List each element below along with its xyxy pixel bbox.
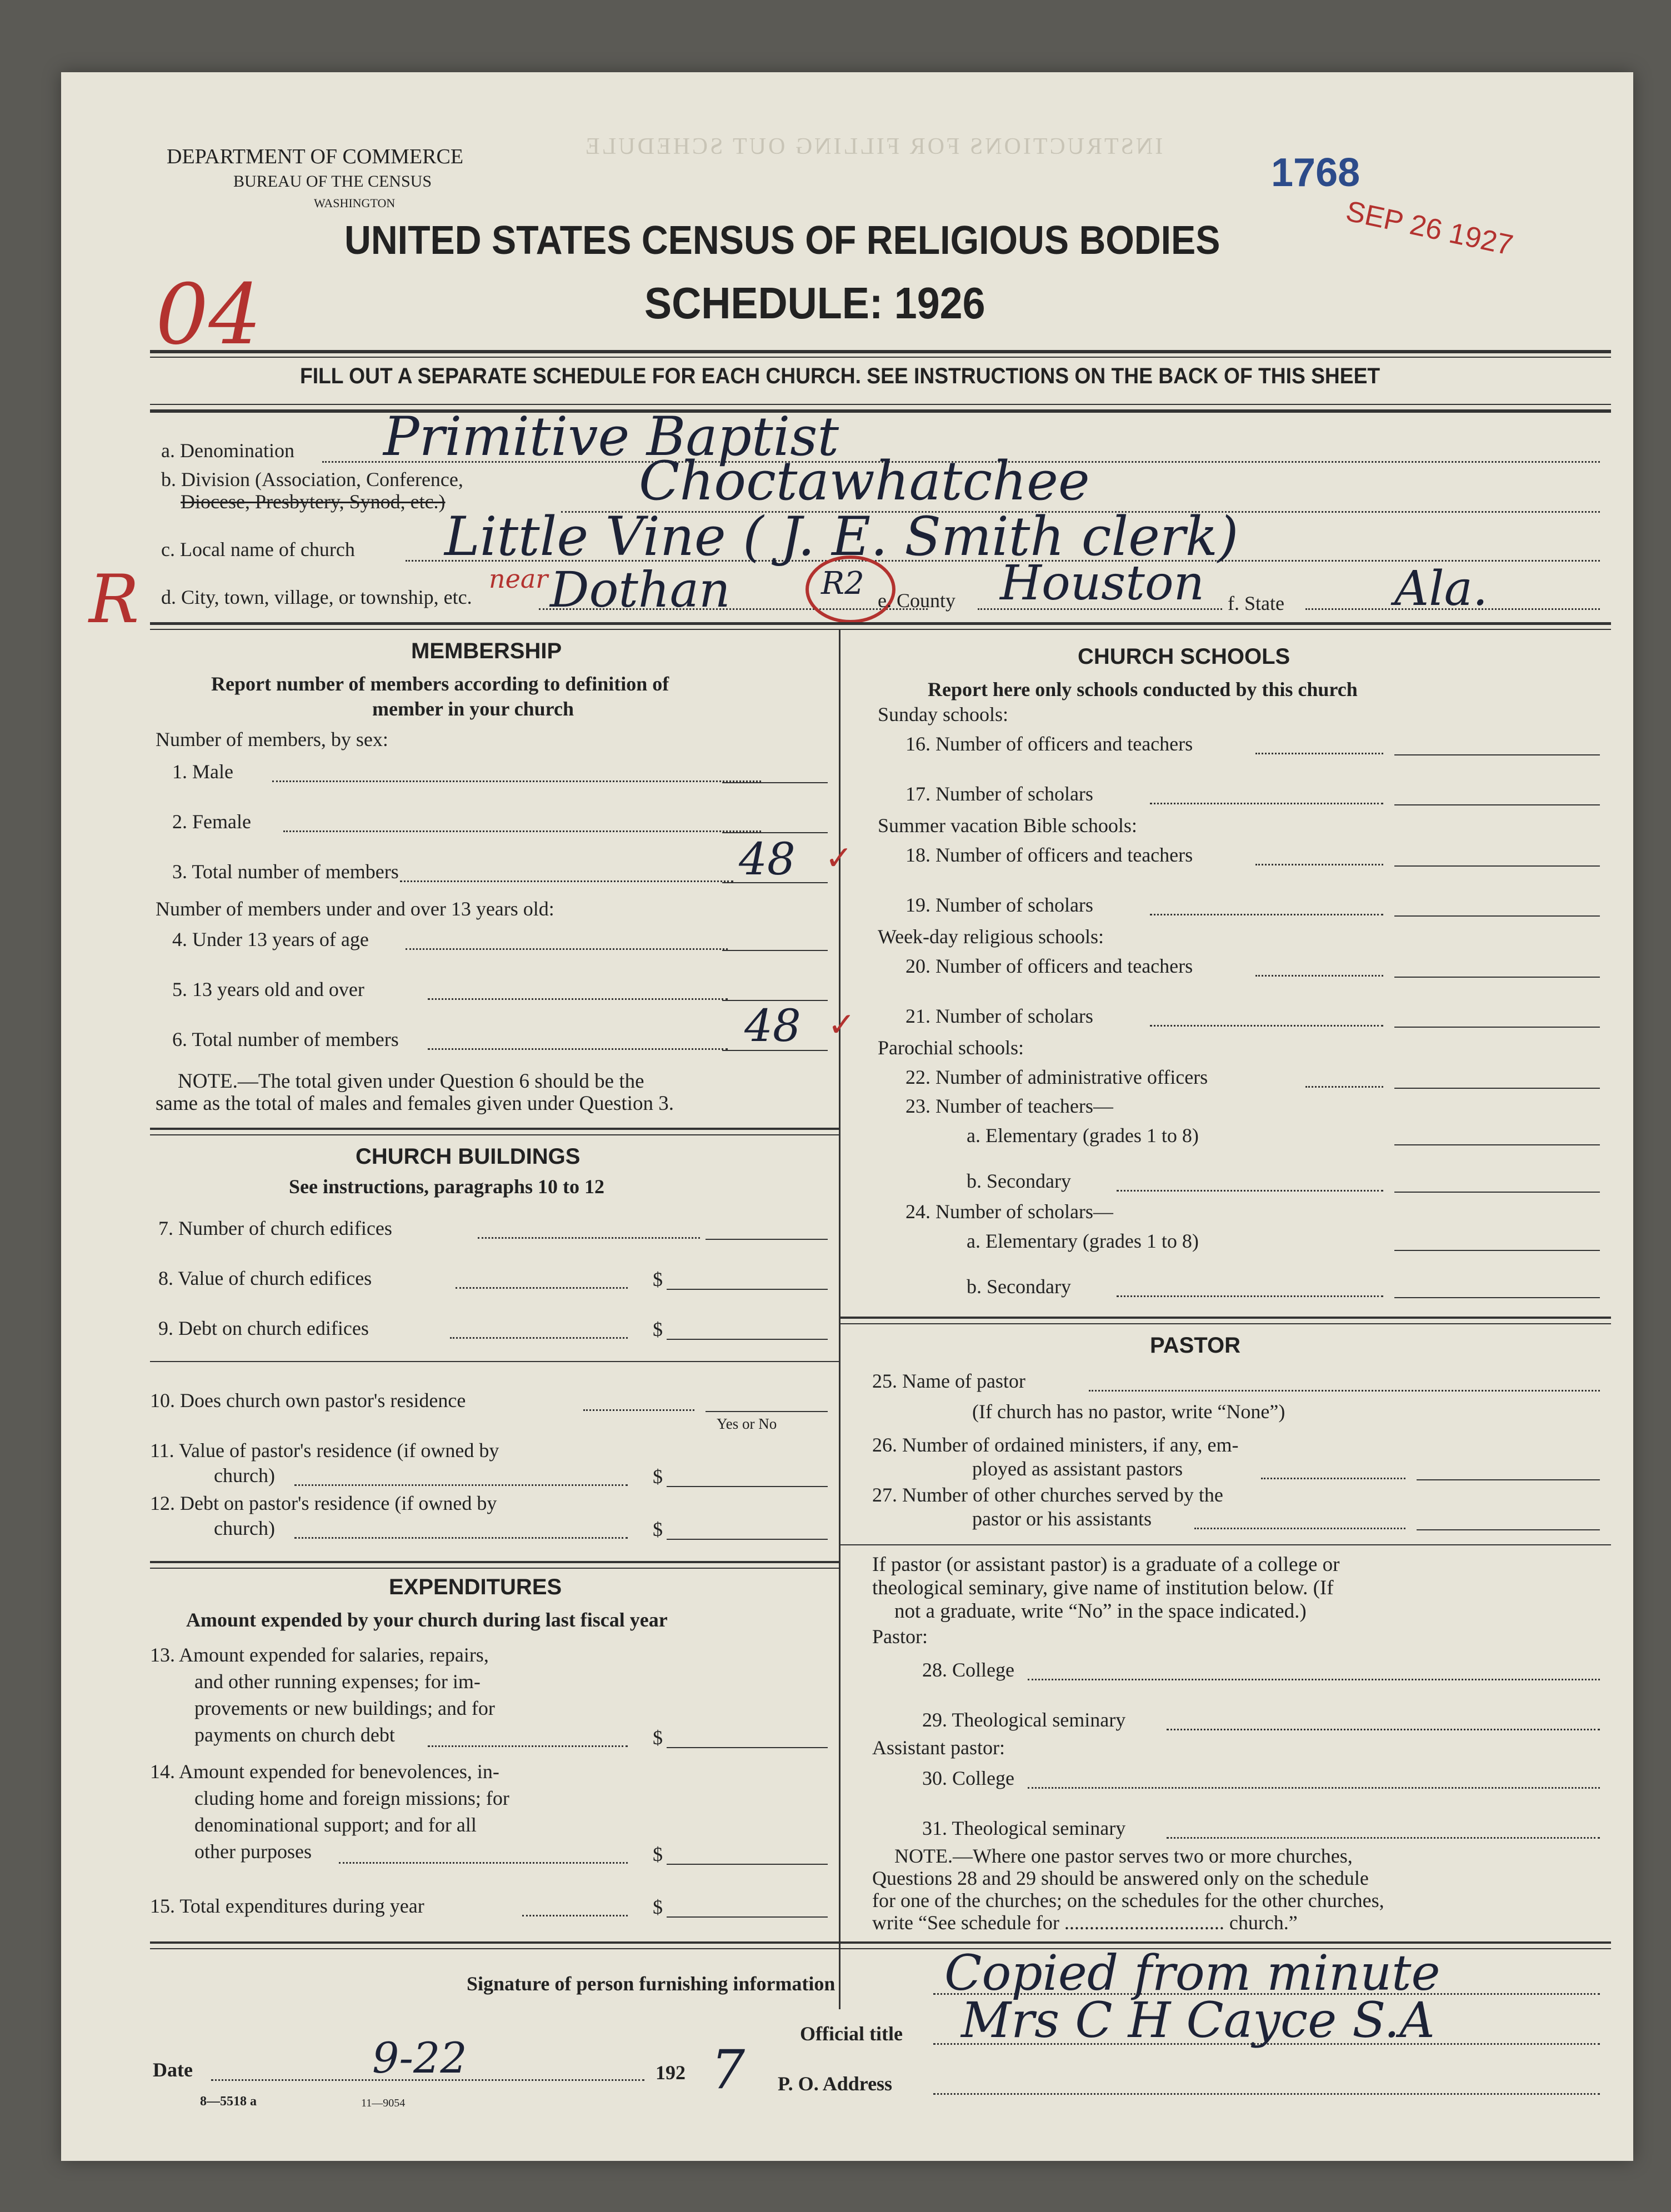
red-code-04: 04 [156,267,262,363]
pastor-note-1: NOTE.—Where one pastor serves two or more churches, [894,1845,1353,1867]
city-label: WASHINGTON [314,196,396,210]
q26-2: ployed as assistant pastors [972,1458,1183,1480]
q13-running-expenses [150,1642,495,1748]
q6-total: 6. Total number of members [172,1028,399,1050]
q4-under13: 4. Under 13 years of age [172,928,369,950]
q13-line-3: provements or new buildings; and for [194,1697,495,1719]
q8-answer-line[interactable] [667,1289,828,1290]
q3-dots [400,880,733,882]
q24b-dots [1117,1295,1383,1297]
rule-banner-thick [150,409,1611,413]
q26-dots [1261,1478,1405,1479]
expenditures-title: EXPENDITURES [389,1575,562,1599]
q13-dollar: $ [653,1726,663,1749]
q30: 30. College [922,1767,1014,1789]
print-number: 11—9054 [361,2097,406,2109]
q15-answer-line[interactable] [667,1916,828,1918]
bureau-label: BUREAU OF THE CENSUS [233,172,432,191]
q25-note: (If church has no pastor, write “None”) [972,1400,1285,1423]
pastor-sub-label: Pastor: [872,1625,928,1648]
graduate-note-1: If pastor (or assistant pastor) is a graduate of a college or [872,1553,1340,1576]
q17-dots [1150,803,1383,804]
column-divider [839,629,840,2009]
membership-note1: NOTE.—The total given under Question 6 should be the [178,1070,644,1093]
q24b-answer-line[interactable] [1394,1297,1600,1298]
assistant-sub-label: Assistant pastor: [872,1736,1005,1759]
q8-dots [456,1287,628,1289]
sunday-schools: Sunday schools: [878,703,1009,725]
membership-sub1: Report number of members according to definition of [211,673,669,695]
q22-dots [1305,1086,1383,1088]
rule-buildings-thin [150,1568,839,1569]
q20: 20. Number of officers and teachers [905,955,1193,977]
parochial-schools: Parochial schools: [878,1037,1024,1059]
graduate-note-2: theological seminary, give name of institution below. (If [872,1577,1334,1599]
division-value[interactable]: Choctawhatchee [639,450,1090,512]
q3-total: 3. Total number of members [172,860,399,883]
q19-answer-line[interactable] [1394,915,1600,917]
church-name-value[interactable]: Little Vine ( J. E. Smith clerk) [444,506,1239,568]
q12-residence-debt: 12. Debt on pastor's residence (if owned by [150,1492,497,1514]
q7-dots [478,1237,700,1239]
division-label: b. Division (Association, Conference, [161,468,463,491]
q4-answer-line[interactable] [722,950,828,951]
date-label: Date [153,2059,193,2081]
q17-answer-line[interactable] [1394,804,1600,805]
signature-label: Signature of person furnishing information [467,1973,836,1995]
q25: 25. Name of pastor [872,1370,1025,1392]
form-title: UNITED STATES CENSUS OF RELIGIOUS BODIES [344,218,1220,263]
q29-line[interactable] [1167,1729,1600,1730]
rule-top [150,350,1611,353]
q27: 27. Number of other churches served by the [872,1484,1223,1506]
year-value[interactable]: 7 [711,2039,746,2101]
q28: 28. College [922,1659,1014,1681]
q24a: a. Elementary (grades 1 to 8) [967,1230,1199,1252]
city-field-label: d. City, town, village, or township, etc. [161,586,472,608]
membership-note2: same as the total of males and females given under Question 3. [156,1092,674,1115]
q11-answer-line[interactable] [667,1486,828,1487]
q21-dots [1150,1025,1383,1027]
q3-value[interactable]: 48 [739,833,796,885]
q23b-dots [1117,1190,1383,1192]
denomination-value[interactable]: Primitive Baptist [383,406,839,468]
q20-dots [1255,975,1383,977]
rule-schools [839,1317,1611,1319]
q27-2: pastor or his assistants [972,1508,1152,1530]
q5-dots [428,998,728,1000]
church-name-label: c. Local name of church [161,538,355,560]
q15-dollar: $ [653,1896,663,1918]
q18-dots [1255,864,1383,865]
q13-line-4: payments on church debt [194,1724,395,1746]
q5-over13: 5. 13 years old and over [172,978,364,1000]
membership-title: MEMBERSHIP [411,639,562,663]
q10-owns-residence: 10. Does church own pastor's residence [150,1389,466,1412]
members-by-age: Number of members under and over 13 years old: [156,898,554,920]
q23b-answer-line[interactable] [1394,1192,1600,1193]
rule-banner [150,404,1611,405]
members-by-sex: Number of members, by sex: [156,728,388,750]
q27-dots [1194,1528,1405,1529]
q11-dollar: $ [653,1465,663,1488]
q1-answer-line[interactable] [722,782,828,783]
q9-debt-edifices: 9. Debt on church edifices [158,1317,369,1339]
schools-sub: Report here only schools conducted by this church [928,678,1358,700]
pastor-note-3: for one of the churches; on the schedules for the other churches, [872,1889,1384,1911]
q14-benevolences [150,1758,509,1865]
q10-answer-line[interactable] [706,1411,828,1412]
q6-dots [428,1048,728,1050]
q14-line-4: other purposes [194,1840,312,1863]
q9-answer-line[interactable] [667,1339,828,1340]
rule-pastor-mid [839,1544,1611,1545]
po-address-line[interactable] [933,2093,1600,2095]
division-label-2: Diocese, Presbytery, Synod, etc.) [181,491,446,513]
q21-answer-line[interactable] [1394,1027,1600,1028]
q15-total-expenditures: 15. Total expenditures during year [150,1895,424,1917]
rule-schools-thin [839,1323,1611,1324]
yes-no-hint: Yes or No [717,1415,777,1432]
q1-male: 1. Male [172,760,233,783]
instruction-banner: FILL OUT A SEPARATE SCHEDULE FOR EACH CHURCH. SEE INSTRUCTIONS ON THE BACK OF THIS SHEET [300,364,1380,388]
q13-line-2: and other running expenses; for im- [194,1670,481,1693]
q15-dots [522,1915,628,1916]
q18-answer-line[interactable] [1394,865,1600,867]
q23b: b. Secondary [967,1170,1071,1192]
department-label: DEPARTMENT OF COMMERCE [167,145,464,168]
q24: 24. Number of scholars— [905,1200,1113,1223]
q24a-answer-line[interactable] [1394,1250,1600,1251]
q2-female: 2. Female [172,810,251,833]
q12-dots [294,1537,628,1539]
q17: 17. Number of scholars [905,783,1093,805]
summer-schools: Summer vacation Bible schools: [878,814,1137,837]
q14-answer-line[interactable] [667,1864,828,1865]
state-value[interactable]: Ala. [1394,561,1488,617]
rule-top-thin [150,357,1611,358]
weekday-schools: Week-day religious schools: [878,925,1104,948]
q6-value[interactable]: 48 [744,1000,801,1052]
q11-residence-value: 11. Value of pastor's residence (if owned by [150,1439,499,1462]
received-date-stamp: SEP 26 1927 [1343,194,1516,262]
official-title-value[interactable]: Mrs C H Cayce S.A [961,1991,1435,2049]
q12-answer-line[interactable] [667,1539,828,1540]
q14-dollar: $ [653,1843,663,1865]
q18: 18. Number of officers and teachers [905,844,1193,866]
buildings-title: CHURCH BUILDINGS [356,1144,581,1169]
official-title-label: Official title [800,2023,903,2045]
expenditures-sub: Amount expended by your church during last fiscal year [186,1609,668,1631]
q19-dots [1150,914,1383,915]
q6-check-icon: ✓ [828,1007,856,1043]
q9-dollar: $ [653,1318,663,1340]
q23a: a. Elementary (grades 1 to 8) [967,1124,1199,1147]
pastor-note-2: Questions 28 and 29 should be answered only on the schedule [872,1867,1369,1889]
q8-dollar: $ [653,1268,663,1290]
county-label: e. County [878,589,955,612]
city-value[interactable]: Dothan [550,561,731,618]
state-label: f. State [1228,592,1284,614]
po-address-label: P. O. Address [778,2073,893,2095]
q23: 23. Number of teachers— [905,1095,1113,1117]
schedule-title: SCHEDULE: 1926 [644,278,985,328]
q26-answer-line[interactable] [1417,1479,1600,1480]
city-near-annotation: near [489,564,548,594]
q28-line[interactable] [1028,1679,1600,1680]
q31-line[interactable] [1167,1837,1600,1839]
q16: 16. Number of officers and teachers [905,733,1193,755]
q14-line-3: denominational support; and for all [194,1814,477,1836]
q9-dots [450,1337,628,1339]
q16-dots [1255,753,1383,754]
rule-identity [150,622,1611,625]
census-form-sheet [61,72,1633,2161]
rule-membership [150,1128,839,1130]
rule-bottom [150,1941,1611,1944]
q3-check-icon: ✓ [825,840,853,877]
rule-membership-thin [150,1134,839,1135]
q2-dots [283,830,761,832]
q23a-answer-line[interactable] [1394,1144,1600,1145]
stamp-number: 1768 [1271,151,1360,195]
q4-dots [406,948,728,950]
reverse-side-bleed: INSTRUCTIONS FOR FILLING OUT SCHEDULE [583,134,1163,159]
rule-buildings-mid [150,1361,839,1362]
pastor-note-4: write “See schedule for ................................ church.” [872,1911,1298,1934]
q13-answer-line[interactable] [667,1747,828,1748]
q13-dots [428,1745,628,1747]
q10-dots [583,1409,694,1411]
rule-identity-thin [150,629,1611,630]
q7-edifices: 7. Number of church edifices [158,1217,392,1239]
q14-line-2: cluding home and foreign missions; for [194,1787,509,1809]
q22: 22. Number of administrative officers [905,1066,1208,1088]
q27-answer-line[interactable] [1417,1529,1600,1530]
q21: 21. Number of scholars [905,1005,1093,1027]
form-number: 8—5518 a [200,2094,257,2109]
q8-value-edifices: 8. Value of church edifices [158,1267,372,1289]
buildings-sub: See instructions, paragraphs 10 to 12 [289,1175,605,1198]
q29: 29. Theological seminary [922,1709,1126,1731]
date-value[interactable]: 9-22 [372,2033,467,2083]
q12-dollar: $ [653,1518,663,1540]
q1-dots [272,780,761,782]
q11-residence-value-2: church) [214,1464,275,1487]
q30-line[interactable] [1028,1787,1600,1789]
q14-dots [339,1862,628,1864]
schools-title: CHURCH SCHOOLS [1078,644,1290,669]
county-value[interactable]: Houston [1000,555,1205,611]
q11-dots [294,1484,628,1486]
rule-buildings [150,1561,839,1563]
q24b: b. Secondary [967,1275,1071,1298]
red-mark-r: R [89,561,139,638]
denomination-label: a. Denomination [161,439,294,462]
q13-line-1: 13. Amount expended for salaries, repairs, [150,1644,489,1666]
pastor-title: PASTOR [1150,1333,1240,1358]
q31: 31. Theological seminary [922,1817,1126,1839]
q26: 26. Number of ordained ministers, if any, em- [872,1434,1239,1456]
q19: 19. Number of scholars [905,894,1093,916]
q25-line[interactable] [1089,1390,1600,1392]
q14-line-1: 14. Amount expended for benevolences, in- [150,1760,499,1783]
q16-answer-line[interactable] [1394,754,1600,755]
q12-residence-debt-2: church) [214,1517,275,1539]
q7-answer-line[interactable] [706,1239,828,1240]
membership-sub2: member in your church [372,698,574,720]
signature-value[interactable]: Copied from minute [944,1944,1440,2001]
year-prefix: 192 [656,2061,686,2084]
route-value[interactable]: R2 [821,565,864,602]
graduate-note-3: not a graduate, write “No” in the space indicated.) [894,1600,1307,1623]
q22-answer-line[interactable] [1394,1088,1600,1089]
q20-answer-line[interactable] [1394,977,1600,978]
